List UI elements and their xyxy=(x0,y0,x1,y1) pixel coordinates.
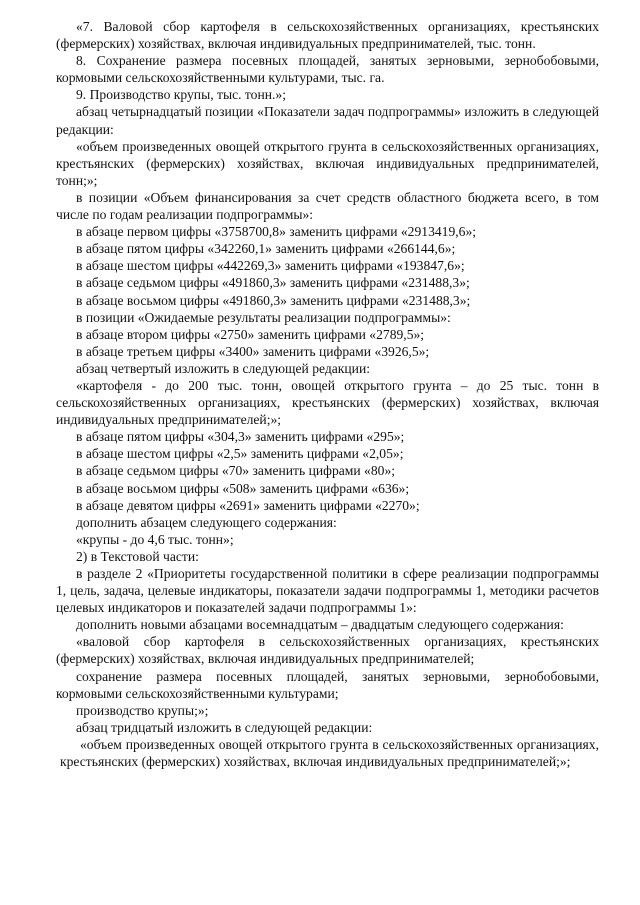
paragraph: 8. Сохранение размера посевных площадей, занятых зерновыми, зернобобовыми, кормовыми сельскохозяйственными культурами, тыс. га. xyxy=(56,53,599,86)
paragraph: в абзаце восьмом цифры «508» заменить цифрами «636»; xyxy=(76,480,410,496)
paragraph: в абзаце седьмом цифры «491860,3» заменить цифрами «231488,3»; xyxy=(76,275,470,291)
paragraph: в абзаце первом цифры «3758700,8» заменить цифрами «2913419,6»; xyxy=(76,224,477,240)
paragraph: в абзаце пятом цифры «342260,1» заменить цифрами «266144,6»; xyxy=(76,241,456,257)
paragraph: «крупы - до 4,6 тыс. тонн»; xyxy=(76,531,234,547)
paragraph: в абзаце шестом цифры «442269,3» заменить цифрами «193847,6»; xyxy=(76,258,465,274)
paragraph: дополнить новыми абзацами восемнадцатым – двадцатым следующего содержания: xyxy=(76,617,564,633)
paragraph: в позиции «Ожидаемые результаты реализации подпрограммы»: xyxy=(76,309,451,325)
paragraph: в абзаце седьмом цифры «70» заменить цифрами «80»; xyxy=(76,463,396,479)
paragraph: «объем произведенных овощей открытого грунта в сельскохозяйственных организациях, крестьянских (фермерских) хозяйствах, включая индивидуальных предпринимателей;»; xyxy=(60,736,599,770)
paragraph: в абзаце третьем цифры «3400» заменить цифрами «3926,5»; xyxy=(76,343,430,359)
paragraph: 9. Производство крупы, тыс. тонн.»; xyxy=(76,87,286,103)
paragraph: 2) в Текстовой части: xyxy=(76,548,199,564)
paragraph: абзац четвертый изложить в следующей редакции: xyxy=(76,360,371,376)
paragraph: дополнить абзацем следующего содержания: xyxy=(76,514,337,530)
paragraph: «картофеля - до 200 тыс. тонн, овощей открытого грунта – до 25 тыс. тонн в сельскохозяйственных организациях, крестьянских (фермерских) хозяйствах, включая индивидуальных предпринимателей;»; xyxy=(56,377,599,428)
paragraph: «7. Валовой сбор картофеля в сельскохозяйственных организациях, крестьянских (фермерских) хозяйствах, включая индивидуальных предпринимателей, тыс. тонн. xyxy=(56,19,599,52)
paragraph: сохранение размера посевных площадей, занятых зерновыми, зернобобовыми, кормовыми сельскохозяйственными культурами; xyxy=(56,668,599,701)
paragraph: в абзаце девятом цифры «2691» заменить цифрами «2270»; xyxy=(76,497,420,513)
paragraph: в разделе 2 «Приоритеты государственной политики в сфере реализации подпрограммы 1, цель, задача, целевые индикаторы, показатели задачи подпрограммы 1, методики расчетов целевых индикаторов и показателей задачи подпрограммы 1»: xyxy=(56,566,599,616)
paragraph: в абзаце пятом цифры «304,3» заменить цифрами «295»; xyxy=(76,429,405,445)
paragraph: производство крупы;»; xyxy=(76,702,209,718)
paragraph: «объем произведенных овощей открытого грунта в сельскохозяйственных организациях, крестьянских (фермерских) хозяйствах, включая индивидуальных предпринимателей, тонн;»; xyxy=(56,138,599,188)
document-page xyxy=(56,18,599,770)
paragraph: абзац четырнадцатый позиции «Показатели задач подпрограммы» изложить в следующей редакции: xyxy=(56,104,599,137)
paragraph: в абзаце шестом цифры «2,5» заменить цифрами «2,05»; xyxy=(76,446,404,462)
paragraph: абзац тридцатый изложить в следующей редакции: xyxy=(76,719,373,735)
paragraph: в абзаце восьмом цифры «491860,3» заменить цифрами «231488,3»; xyxy=(76,292,471,308)
paragraph: «валовой сбор картофеля в сельскохозяйственных организациях, крестьянских (фермерских) хозяйствах, включая индивидуальных предпринимателей; xyxy=(56,634,599,667)
paragraph: в абзаце втором цифры «2750» заменить цифрами «2789,5»; xyxy=(76,326,425,342)
paragraph: в позиции «Объем финансирования за счет средств областного бюджета всего, в том числе по годам реализации подпрограммы»: xyxy=(56,189,599,223)
